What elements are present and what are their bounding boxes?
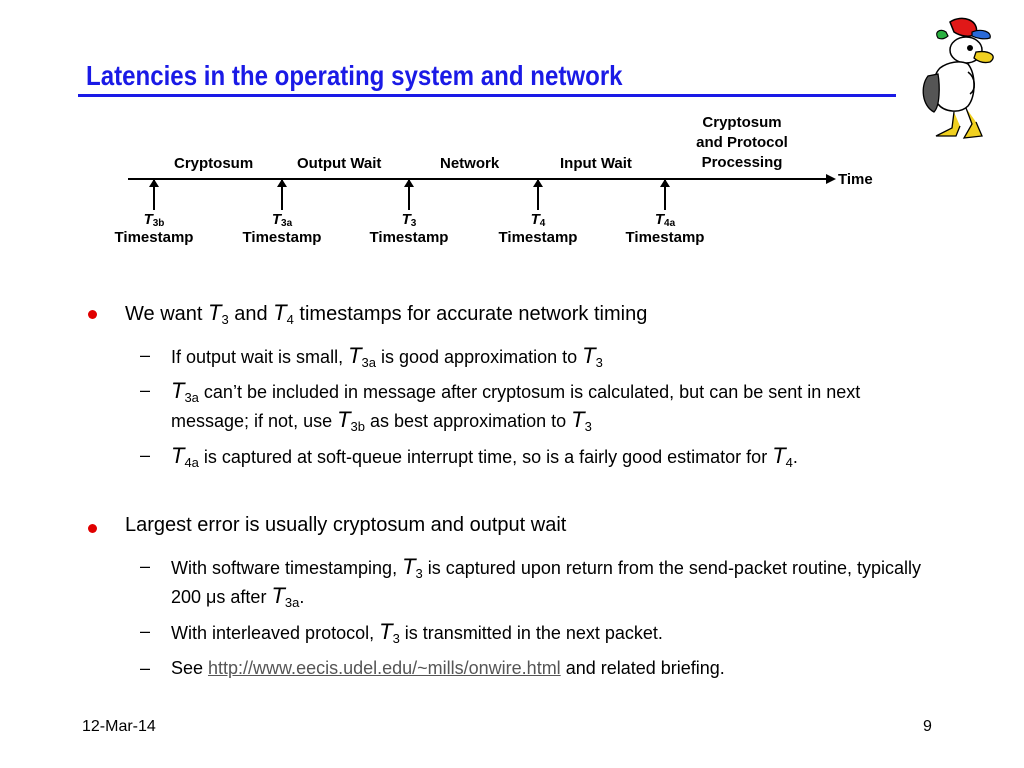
timestamp-text: Timestamp bbox=[498, 229, 578, 246]
timestamp-arrow-t3b bbox=[153, 180, 155, 210]
sub-bullet-dash: – bbox=[140, 445, 151, 465]
latency-timeline-diagram bbox=[0, 0, 1024, 270]
timestamp-subscript: 4a bbox=[664, 218, 676, 229]
timestamp-arrow-t4a bbox=[664, 180, 666, 210]
timestamp-label-t3 bbox=[349, 211, 469, 247]
slide-title: Latencies in the operating system and network bbox=[86, 60, 623, 91]
time-axis-label: Time bbox=[838, 171, 873, 188]
sub-bullet-text: If output wait is small, $T_{3a}$ is good approximation to $T_3$ bbox=[171, 343, 603, 370]
sub-bullet-text: $T_{4a}$ is captured at soft-queue interrupt time, so is a fairly good estimator for $T_4$. bbox=[171, 443, 798, 470]
timestamp-subscript: 3a bbox=[281, 218, 293, 229]
time-axis-arrowhead bbox=[826, 174, 836, 184]
timestamp-label-t3a bbox=[222, 211, 342, 247]
timestamp-text: Timestamp bbox=[114, 229, 194, 246]
processing-label-line: Processing bbox=[701, 154, 783, 171]
timestamp-symbol: T bbox=[401, 211, 411, 228]
onwire-link[interactable]: http://www.eecis.udel.edu/~mills/onwire.html bbox=[208, 658, 561, 678]
timestamp-subscript: 4 bbox=[539, 218, 546, 229]
timestamp-arrow-t4 bbox=[537, 180, 539, 210]
timestamp-symbol: T bbox=[654, 211, 665, 228]
phase-network: Network bbox=[440, 155, 500, 172]
timestamp-symbol: T bbox=[530, 211, 540, 228]
timestamp-arrow-t3 bbox=[408, 180, 410, 210]
timestamp-label-t4 bbox=[478, 211, 598, 247]
sub-bullet-text: With interleaved protocol, $T_3$ is transmitted in the next packet. bbox=[171, 619, 663, 646]
sub-bullet-text: $T_{3a}$ can’t be included in message after cryptosum is calculated, but can be sent in next message; if not, use $T_{3b}$ as best approximation to $T_3$ bbox=[171, 378, 861, 434]
time-axis-line bbox=[128, 178, 828, 180]
sub-bullet-dash: – bbox=[140, 345, 151, 365]
bullet-dot bbox=[88, 524, 97, 533]
timestamp-symbol: T bbox=[143, 211, 153, 228]
page-number: 9 bbox=[923, 718, 932, 735]
timestamp-subscript: 3b bbox=[152, 218, 165, 229]
sub-bullet-dash: – bbox=[140, 380, 151, 400]
phase-cryptosum: Cryptosum bbox=[174, 155, 254, 172]
timestamp-text: Timestamp bbox=[242, 229, 322, 246]
timestamp-label-t3b bbox=[94, 211, 214, 247]
bullet-text: We want $T_3$ and $T_4$ timestamps for accurate network timing bbox=[125, 300, 648, 327]
timestamp-symbol: T bbox=[271, 211, 282, 228]
sub-bullet-dash: – bbox=[140, 556, 151, 576]
sub-bullet-text: With software timestamping, $T_3$ is captured upon return from the send-packet routine, typically 200 μs after $T_{3a}$. bbox=[171, 554, 922, 610]
sub-bullet-dash: – bbox=[140, 658, 151, 678]
sub-bullet-text: See http://www.eecis.udel.edu/~mills/onwire.html and related briefing. bbox=[171, 658, 725, 678]
timestamp-text: Timestamp bbox=[369, 229, 449, 246]
timestamp-arrow-t3a bbox=[281, 180, 283, 210]
bullet-dot bbox=[88, 310, 97, 319]
footer-date: 12-Mar-14 bbox=[82, 718, 156, 735]
bullet-text: Largest error is usually cryptosum and output wait bbox=[125, 514, 567, 536]
sub-bullet-dash: – bbox=[140, 621, 151, 641]
phase-input-wait: Input Wait bbox=[560, 155, 632, 172]
phase-processing bbox=[676, 113, 808, 173]
phase-output-wait: Output Wait bbox=[297, 155, 382, 172]
processing-label-line: Cryptosum bbox=[702, 114, 782, 131]
timestamp-subscript: 3 bbox=[410, 218, 417, 229]
timestamp-label-t4a bbox=[605, 211, 725, 247]
processing-label-line: and Protocol bbox=[696, 134, 788, 151]
timestamp-text: Timestamp bbox=[625, 229, 705, 246]
